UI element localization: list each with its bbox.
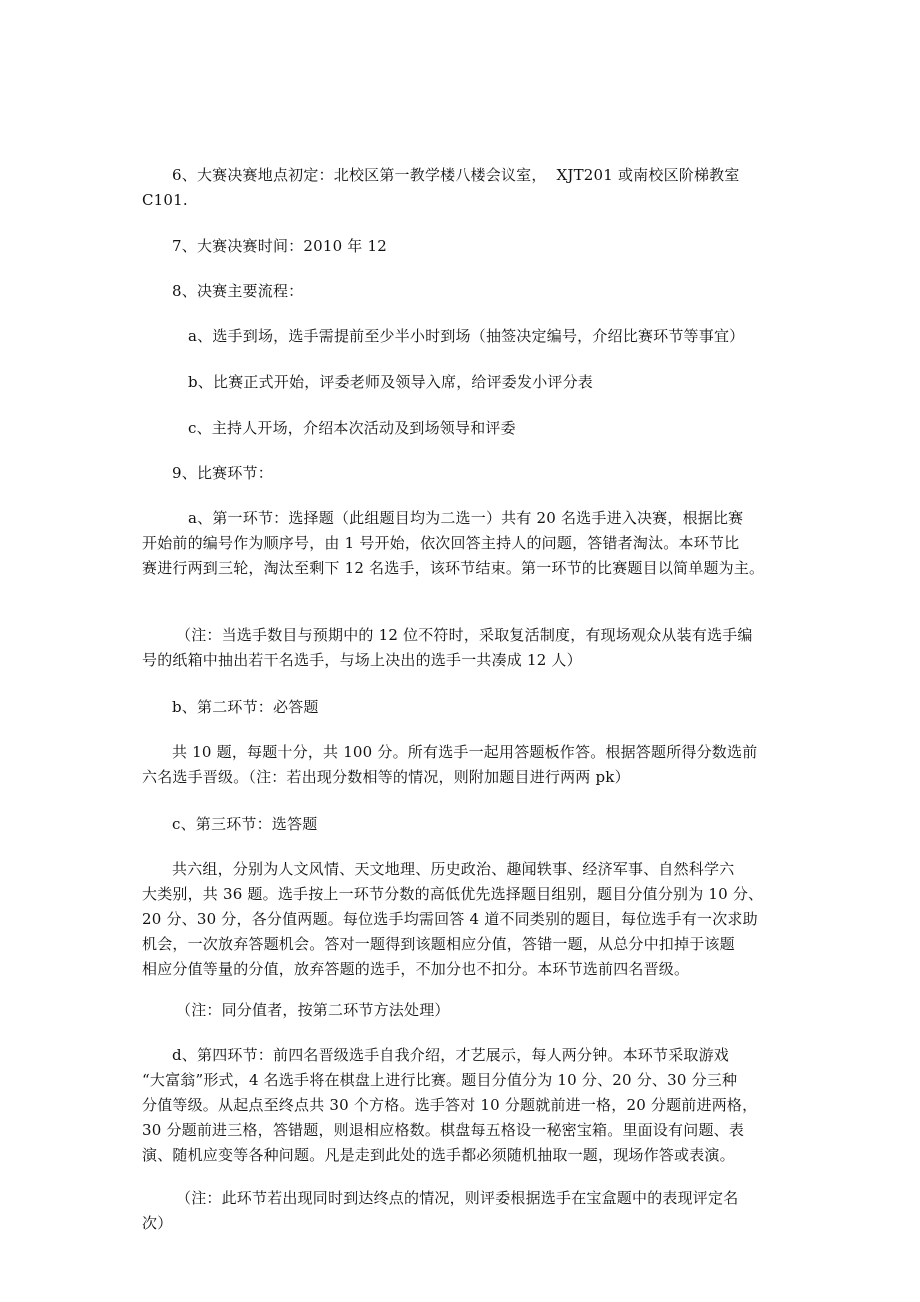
line: （注：当选手数目与预期中的 12 位不符时，采取复活制度，有现场观众从装有选手编 [176,626,753,644]
line: 共 10 题，每题十分，共 100 分。所有选手一起用答题板作答。根据答题所得分数选前 [172,743,758,761]
line: 机会，一次放弃答题机会。答对一题得到该题相应分值，答错一题，从总分中扣掉于该题 [142,935,735,953]
line: 分值等级。从起点至终点共 30 个方格。选手答对 10 分题就前进一格，20 分题前进两格， [142,1096,758,1114]
line: 20 分、30 分，各分值两题。每位选手均需回答 4 道不同类别的题目，每位选手有一次求助 [142,910,758,928]
line: 相应分值等量的分值，放弃答题的选手，不加分也不扣分。本环节选前四名晋级。 [142,960,690,978]
line: c、主持人开场，介绍本次活动及到场领导和评委 [188,419,516,437]
line: 6、大赛决赛地点初定：北校区第一教学楼八楼会议室， XJT201 或南校区阶梯教室 [172,166,740,184]
line: “大富翁”形式，4 名选手将在棋盘上进行比赛。题目分值分为 10 分、20 分、30 分三种 [142,1071,738,1089]
line: 演、随机应变等各种问题。凡是走到此处的选手都必须随机抽取一题，现场作答或表演。 [142,1146,735,1164]
line: 30 分题前进三格，答错题，则退相应格数。棋盘每五格设一秘密宝箱。里面设有问题、表 [142,1121,745,1139]
line: 次） [142,1214,173,1232]
line: c、第三环节：选答题 [172,815,318,833]
line: 9、比赛环节： [172,464,273,482]
line: 8、决赛主要流程： [172,282,304,300]
line: b、第二环节：必答题 [172,698,319,716]
line: C101. [142,191,188,209]
line: d、第四环节：前四名晋级选手自我介绍，才艺展示，每人两分钟。本环节采取游戏 [172,1046,730,1064]
line: a、选手到场，选手需提前至少半小时到场（抽签决定编号，介绍比赛环节等事宜） [188,327,745,345]
line: 大类别，共 36 题。选手按上一环节分数的高低优先选择题目组别，题目分值分别为 10 分、 [142,885,764,903]
line: 共六组，分别为人文风情、天文地理、历史政治、趣闻轶事、经济军事、自然科学六 [172,860,735,878]
line: 赛进行两到三轮，淘汰至剩下 12 名选手，该环节结束。第一环节的比赛题目以简单题为主。 [142,559,765,577]
paragraph-note-finish [142,1136,738,1286]
line: 7、大赛决赛时间：2010 年 12 [172,237,387,255]
line: 开始前的编号作为顺序号，由 1 号开始，依次回答主持人的问题，答错者淘汰。本环节比 [142,534,740,552]
line: （注：此环节若出现同时到达终点的情况，则评委根据选手在宝盒题中的表现评定名 [176,1189,739,1207]
line: （注：同分值者，按第二环节方法处理） [176,1001,450,1019]
line: b、比赛正式开始，评委老师及领导入席，给评委发小评分表 [188,373,594,391]
line: a、第一环节：选择题（此组题目均为二选一）共有 20 名选手进入决赛，根据比赛 [188,509,744,527]
line: 六名选手晋级。（注：若出现分数相等的情况，则附加题目进行两两 pk） [142,768,630,786]
line: 号的纸箱中抽出若干名选手，与场上决出的选手一共凑成 12 人） [142,651,582,669]
